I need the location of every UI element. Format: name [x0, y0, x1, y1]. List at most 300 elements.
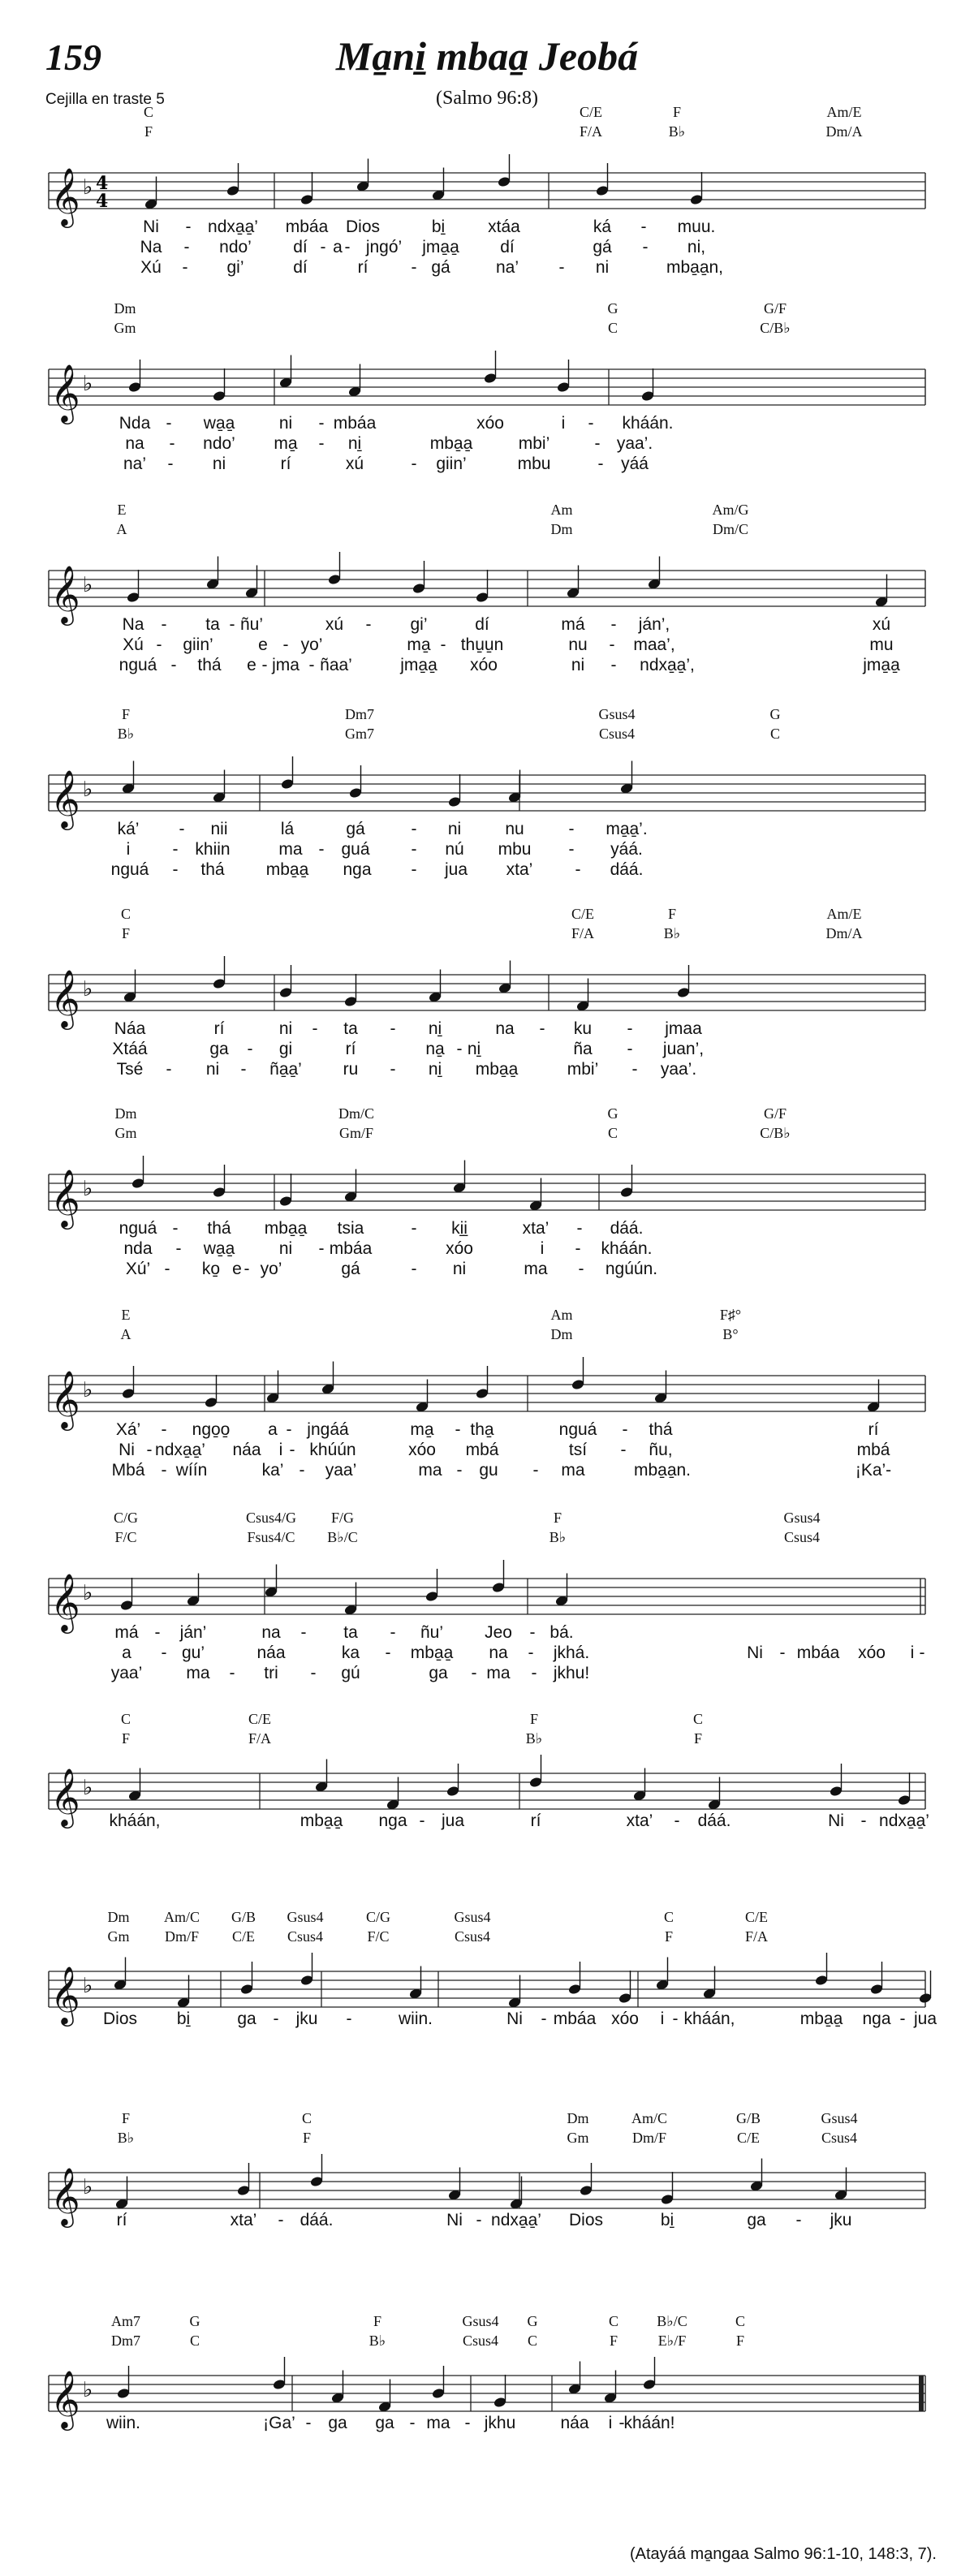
syllable-hyphen: - — [610, 615, 617, 634]
chord-symbol: Am/G — [712, 502, 749, 518]
capo-chord-symbol: F — [735, 2333, 745, 2349]
capo-chord-symbol: Csus4 — [783, 1529, 821, 1545]
syllable-hyphen: - — [169, 434, 175, 453]
lyric-syllable: thá — [207, 1219, 231, 1238]
flat-key-icon: ♭ — [83, 2378, 93, 2402]
lyric-syllable: Dios — [345, 218, 381, 236]
lyric-syllable: ta — [205, 615, 220, 634]
syllable-hyphen: - — [609, 635, 615, 654]
lyric-syllable: ni — [278, 1019, 293, 1038]
capo-chord-symbol: C — [189, 2333, 200, 2349]
lyric-syllable: ká’ — [117, 820, 140, 838]
chord-symbol: Dm — [567, 2110, 589, 2126]
capo-chord-symbol: B♭/C — [327, 1529, 358, 1545]
chord-symbol: F — [672, 104, 682, 120]
lyric-syllable: giin’ — [183, 635, 213, 654]
syllable-hyphen: - — [578, 1260, 584, 1278]
music-system — [0, 104, 974, 299]
capo-chord-symbol: F — [693, 1730, 703, 1747]
lyric-syllable: bi̱ — [660, 2211, 674, 2229]
lyric-syllable: ñaa’ — [320, 656, 352, 674]
capo-chord-symbol: F — [664, 1928, 674, 1945]
syllable-hyphen: - — [627, 1019, 633, 1038]
chord-symbol: C — [120, 906, 131, 922]
syllable-hyphen: - — [627, 1040, 633, 1058]
chord-symbol: E — [121, 1307, 131, 1323]
lyric-syllable: yaa’ — [110, 1664, 143, 1682]
lyric-syllable: xú — [325, 615, 344, 634]
capo-chord-symbol: F — [144, 123, 153, 140]
syllable-hyphen: - — [597, 454, 604, 473]
syllable-hyphen: - — [576, 1219, 583, 1238]
syllable-hyphen: - — [320, 238, 326, 256]
syllable-hyphen: - — [154, 1623, 161, 1642]
lyric-syllable: ni — [205, 1060, 220, 1079]
lyric-syllable: ni — [212, 454, 226, 473]
syllable-hyphen: - — [365, 615, 372, 634]
lyric-syllable: mbi’ — [518, 434, 550, 453]
capo-chord-symbol: Gm7 — [345, 726, 374, 742]
capo-chord-symbol: B♭ — [117, 726, 135, 742]
lyric-syllable: a — [268, 1420, 278, 1439]
syllable-hyphen: - — [575, 860, 581, 879]
chord-symbol: Gsus4 — [462, 2313, 499, 2329]
lyric-syllable: ma — [278, 840, 303, 859]
lyric-syllable: nu — [568, 635, 588, 654]
lyric-syllable: rí — [116, 2211, 127, 2229]
syllable-hyphen: - — [299, 1461, 305, 1480]
lyric-syllable: Nda — [119, 414, 151, 433]
music-system — [0, 2313, 974, 2508]
lyric-syllable: tha̱ — [470, 1420, 494, 1439]
syllable-hyphen: - — [286, 1420, 292, 1439]
lyric-syllable: jma̱a̱ — [422, 238, 459, 256]
lyric-syllable: na’ — [495, 258, 519, 277]
lyric-syllable: ni̱ — [467, 1040, 481, 1058]
lyric-syllable: muu. — [677, 218, 716, 236]
syllable-hyphen: - — [411, 454, 417, 473]
lyric-syllable: ndxa̱a̱’ — [491, 2211, 541, 2229]
syllable-hyphen: - — [318, 840, 325, 859]
chord-symbol: Am — [550, 1307, 573, 1323]
chord-symbol: G — [189, 2313, 200, 2329]
lyric-syllable: ¡Ga’ — [263, 2414, 295, 2432]
lyric-syllable: wa̱a̱ — [203, 414, 235, 433]
lyric-syllable: ga — [747, 2211, 766, 2229]
syllable-hyphen: - — [305, 2414, 312, 2432]
lyric-syllable: mba̱a̱n. — [633, 1461, 692, 1480]
chord-symbol: C — [608, 2313, 619, 2329]
syllable-hyphen: - — [318, 1239, 325, 1258]
syllable-hyphen: - — [390, 1019, 396, 1038]
lyric-syllable: jku — [295, 2010, 318, 2028]
lyric-syllable: jngó’ — [365, 238, 403, 256]
chord-symbol: B♭/C — [657, 2313, 687, 2329]
lyric-syllable: jngáá — [307, 1420, 349, 1439]
syllable-hyphen: - — [344, 238, 351, 256]
lyric-syllable: gi’ — [226, 258, 244, 277]
syllable-hyphen: - — [539, 1019, 545, 1038]
lyric-syllable: mba̱a̱ — [410, 1643, 454, 1662]
lyric-syllable: ni — [571, 656, 585, 674]
lyric-syllable: Mbá — [111, 1461, 145, 1480]
chord-symbol: C/G — [365, 1909, 391, 1925]
lyric-syllable: maa’, — [633, 635, 675, 654]
chord-symbol: Gsus4 — [598, 706, 636, 722]
syllable-hyphen: - — [161, 1461, 167, 1480]
syllable-hyphen: - — [532, 1461, 539, 1480]
lyric-syllable: ni — [278, 414, 293, 433]
lyric-syllable: Ni — [506, 2010, 523, 2028]
flat-key-icon: ♭ — [83, 977, 93, 1002]
lyric-syllable: e — [247, 656, 256, 674]
syllable-hyphen: - — [166, 414, 172, 433]
chord-symbol: G/F — [763, 1105, 787, 1122]
chord-symbol: F/G — [330, 1510, 355, 1526]
capo-chord-symbol: C/E — [736, 2130, 761, 2146]
lyric-syllable: ma̱ — [410, 1420, 434, 1439]
syllable-hyphen: - — [631, 1060, 638, 1079]
syllable-hyphen: - — [146, 1441, 153, 1459]
syllable-hyphen: - — [594, 434, 601, 453]
flat-key-icon: ♭ — [83, 1177, 93, 1201]
lyric-syllable: gá — [431, 258, 450, 277]
lyric-syllable: bi̱ — [431, 218, 446, 236]
song-title: Ma̱ni̱ mbaa̱ Jeobá — [335, 33, 639, 79]
staff — [0, 1745, 974, 1859]
chord-symbol: Gsus4 — [821, 2110, 858, 2126]
syllable-hyphen: - — [310, 1664, 317, 1682]
lyric-syllable: yo’ — [300, 635, 323, 654]
lyric-syllable: ma — [418, 1461, 442, 1480]
lyric-syllable: xta’ — [626, 1811, 653, 1830]
lyric-syllable: ká — [593, 218, 612, 236]
lyric-syllable: mba̱a̱ — [799, 2010, 843, 2028]
lyric-syllable: ngúún. — [605, 1260, 658, 1278]
song-subtitle: (Salmo 96:8) — [436, 88, 538, 109]
capo-chord-symbol: Gm/F — [338, 1125, 374, 1141]
chord-symbol: C — [301, 2110, 312, 2126]
lyric-syllable: na’ — [123, 454, 147, 473]
lyric-syllable: yo’ — [260, 1260, 282, 1278]
chord-symbol: G — [607, 300, 618, 317]
music-system — [0, 1307, 974, 1501]
treble-clef-icon: 𝄞 — [50, 564, 80, 623]
syllable-hyphen: - — [179, 820, 185, 838]
lyric-syllable: ko̱ — [201, 1260, 221, 1278]
syllable-hyphen: - — [244, 1260, 250, 1278]
lyric-syllable: dí — [293, 238, 308, 256]
capo-chord-symbol: F/C — [367, 1928, 390, 1945]
syllable-hyphen: - — [164, 1260, 170, 1278]
capo-chord-symbol: Dm — [550, 1326, 573, 1342]
syllable-hyphen: - — [471, 1664, 477, 1682]
lyric-syllable: mbáa — [333, 414, 377, 433]
lyric-syllable: jua — [444, 860, 468, 879]
syllable-hyphen: - — [175, 1239, 182, 1258]
syllable-hyphen: - — [411, 1219, 417, 1238]
lyric-syllable: mbá — [856, 1441, 890, 1459]
capo-chord-symbol: Fsus4/C — [247, 1529, 295, 1545]
music-system — [0, 300, 974, 495]
lyric-syllable: xú — [872, 615, 891, 634]
lyric-syllable: i — [278, 1441, 283, 1459]
capo-chord-symbol: C/B♭ — [760, 1125, 791, 1141]
lyric-syllable: Dios — [568, 2211, 604, 2229]
lyric-syllable: guá — [341, 840, 370, 859]
lyric-syllable: e — [232, 1260, 242, 1278]
lyric-syllable: náa — [256, 1643, 286, 1662]
flat-key-icon: ♭ — [83, 2175, 93, 2199]
lyric-syllable: nii — [210, 820, 228, 838]
chord-symbol: F — [373, 2313, 382, 2329]
lyric-syllable: gú — [341, 1664, 360, 1682]
capo-chord-symbol: Dm/A — [825, 123, 863, 140]
capo-chord-symbol: Dm/C — [712, 521, 749, 537]
lyric-syllable: mbáa — [796, 1643, 840, 1662]
lyric-syllable: Ni — [828, 1811, 844, 1830]
chord-symbol: Am/E — [826, 906, 862, 922]
lyric-syllable: mbáa — [553, 2010, 597, 2028]
lyric-syllable: ga — [237, 2010, 256, 2028]
syllable-hyphen: - — [308, 656, 315, 674]
capo-chord-symbol: F/A — [744, 1928, 769, 1945]
lyric-syllable: ndxa̱a̱’ — [879, 1811, 929, 1830]
syllable-hyphen: - — [278, 2211, 284, 2229]
staff — [0, 2347, 974, 2461]
lyric-syllable: mba̱a̱ — [265, 860, 309, 879]
capo-chord-symbol: Csus4 — [598, 726, 636, 742]
syllable-hyphen: - — [182, 258, 188, 277]
capo-chord-symbol: Csus4 — [462, 2333, 499, 2349]
lyric-syllable: jma̱a̱ — [863, 656, 900, 674]
flat-key-icon: ♭ — [83, 1776, 93, 1800]
lyric-syllable: lá — [280, 820, 295, 838]
chord-symbol: F♯° — [719, 1307, 742, 1323]
lyric-syllable: bi̱ — [176, 2010, 191, 2028]
capo-chord-symbol: C/B♭ — [760, 320, 791, 336]
lyric-syllable: nga — [378, 1811, 407, 1830]
lyric-syllable: jua — [441, 1811, 465, 1830]
lyric-syllable: jkhu! — [553, 1664, 590, 1682]
syllable-hyphen: - — [620, 1441, 627, 1459]
lyric-syllable: ngo̱o̱ — [192, 1420, 231, 1439]
lyric-syllable: mba̱a̱ — [475, 1060, 519, 1079]
capo-chord-symbol: C — [607, 320, 618, 336]
flat-key-icon: ♭ — [83, 372, 93, 396]
lyric-syllable: dáá. — [610, 860, 644, 879]
lyric-syllable: kháán, — [109, 1811, 161, 1830]
chord-symbol: C — [120, 1711, 131, 1727]
lyric-syllable: Xá’ — [115, 1420, 141, 1439]
syllable-hyphen: - — [622, 1420, 628, 1439]
capo-chord-symbol: F — [121, 925, 131, 941]
lyric-syllable: mbáa — [329, 1239, 373, 1258]
capo-chord-symbol: B♭ — [368, 2333, 386, 2349]
time-signature-top: 4 — [96, 173, 109, 194]
syllable-hyphen: - — [183, 238, 190, 256]
lyric-syllable: e — [258, 635, 268, 654]
lyric-syllable: khiin — [195, 840, 231, 859]
lyric-syllable: yaa’. — [616, 434, 653, 453]
capo-chord-symbol: B♭ — [549, 1529, 567, 1545]
lyric-syllable: ña — [573, 1040, 593, 1058]
lyric-syllable: ñu, — [649, 1441, 673, 1459]
lyric-syllable: xta’ — [230, 2211, 257, 2229]
lyric-syllable: mba̱a̱n, — [666, 258, 724, 277]
lyric-syllable: tsí — [568, 1441, 588, 1459]
lyric-syllable: ¡Ka’- — [855, 1461, 892, 1480]
lyric-syllable: gi’ — [410, 615, 428, 634]
lyric-syllable: Ni — [446, 2211, 463, 2229]
chord-symbol: Dm — [107, 1909, 130, 1925]
chord-symbol: Am/C — [631, 2110, 668, 2126]
music-system — [0, 2110, 974, 2305]
chord-symbol: F — [121, 2110, 131, 2126]
syllable-hyphen: - — [528, 1643, 534, 1662]
syllable-hyphen: - — [899, 2010, 906, 2028]
capo-chord-symbol: F/A — [571, 925, 595, 941]
lyric-syllable: jkhá. — [553, 1643, 590, 1662]
syllable-hyphen: - — [385, 1643, 391, 1662]
syllable-hyphen: - — [411, 258, 417, 277]
capo-chord-symbol: F/C — [114, 1529, 137, 1545]
syllable-hyphen: - — [476, 2211, 482, 2229]
lyric-syllable: ga — [429, 1664, 448, 1682]
lyric-syllable: rí — [530, 1811, 541, 1830]
lyric-syllable: yáá. — [610, 840, 643, 859]
syllable-hyphen: - — [156, 635, 162, 654]
syllable-hyphen: - — [172, 860, 179, 879]
capo-chord-symbol: Gm — [114, 1125, 137, 1141]
lyric-syllable: a — [333, 238, 343, 256]
lyric-syllable: ndxa̱a̱’ — [155, 1441, 205, 1459]
syllable-hyphen: - — [261, 656, 268, 674]
lyric-syllable: giin’ — [436, 454, 467, 473]
lyric-syllable: nguá — [110, 860, 149, 879]
capo-chord-symbol: F — [609, 2333, 618, 2349]
capo-note: Cejilla en traste 5 — [45, 91, 165, 108]
lyric-syllable: rí — [213, 1019, 225, 1038]
lyric-syllable: Ni — [143, 218, 159, 236]
syllable-hyphen: - — [273, 2010, 279, 2028]
chord-symbol: Dm7 — [345, 706, 374, 722]
syllable-hyphen: - — [919, 1643, 925, 1662]
lyric-syllable: Xú’ — [125, 1260, 151, 1278]
music-system — [0, 1510, 974, 1704]
lyric-syllable: yaa’ — [325, 1461, 357, 1480]
lyric-syllable: dáá. — [697, 1811, 731, 1830]
chord-symbol: C/G — [113, 1510, 139, 1526]
lyric-syllable: kháán! — [623, 2414, 675, 2432]
treble-clef-icon: 𝄞 — [50, 2166, 80, 2225]
lyric-syllable: Ni — [747, 1643, 763, 1662]
capo-chord-symbol: F — [302, 2130, 312, 2146]
treble-clef-icon: 𝄞 — [50, 166, 80, 226]
capo-chord-symbol: Csus4 — [821, 2130, 858, 2146]
lyric-syllable: mba̱a̱ — [264, 1219, 308, 1238]
syllable-hyphen: - — [455, 1420, 461, 1439]
chord-symbol: C — [143, 104, 154, 120]
lyric-syllable: ni — [278, 1239, 293, 1258]
syllable-hyphen: - — [588, 414, 594, 433]
capo-chord-symbol: Gm — [107, 1928, 130, 1945]
flat-key-icon: ♭ — [83, 1378, 93, 1402]
lyric-syllable: a — [122, 1643, 131, 1662]
lyric-syllable: khúún — [309, 1441, 356, 1459]
capo-chord-symbol: B♭ — [117, 2130, 135, 2146]
lyric-syllable: jku — [830, 2211, 852, 2229]
syllable-hyphen: - — [464, 2414, 471, 2432]
syllable-hyphen: - — [411, 820, 417, 838]
music-system — [0, 1711, 974, 1906]
lyric-syllable: ni — [595, 258, 610, 277]
chord-symbol: C/E — [744, 1909, 769, 1925]
syllable-hyphen: - — [456, 1461, 463, 1480]
chord-symbol: C/E — [248, 1711, 272, 1727]
syllable-hyphen: - — [568, 840, 575, 859]
lyric-syllable: ka — [341, 1643, 360, 1662]
lyric-syllable: gá — [346, 820, 365, 838]
lyric-syllable: Xú — [140, 258, 162, 277]
lyric-syllable: Ni — [119, 1441, 135, 1459]
syllable-hyphen: - — [860, 1811, 867, 1830]
lyric-syllable: Náa — [114, 1019, 146, 1038]
flat-key-icon: ♭ — [83, 573, 93, 597]
chord-symbol: G — [769, 706, 781, 722]
treble-clef-icon: 𝄞 — [50, 1767, 80, 1826]
music-system — [0, 706, 974, 901]
capo-chord-symbol: C — [769, 726, 781, 742]
lyric-syllable: yáá — [621, 454, 649, 473]
syllable-hyphen: - — [282, 635, 289, 654]
capo-chord-symbol: E♭/F — [657, 2333, 687, 2349]
lyric-syllable: thá — [197, 656, 222, 674]
syllable-hyphen: - — [531, 1664, 537, 1682]
chord-symbol: Gsus4 — [287, 1909, 324, 1925]
syllable-hyphen: - — [289, 1441, 295, 1459]
lyric-syllable: na̱ — [425, 1040, 445, 1058]
lyric-syllable: thá — [649, 1420, 673, 1439]
staff — [0, 341, 974, 454]
lyric-syllable: xtáa — [488, 218, 520, 236]
lyric-syllable: ni̱ — [347, 434, 362, 453]
capo-chord-symbol: F/A — [579, 123, 603, 140]
lyric-syllable: ka’ — [261, 1461, 284, 1480]
capo-chord-symbol: C/E — [231, 1928, 256, 1945]
capo-chord-symbol: C — [527, 2333, 538, 2349]
capo-chord-symbol: A — [120, 1326, 131, 1342]
capo-chord-symbol: Dm/F — [631, 2130, 667, 2146]
syllable-hyphen: - — [318, 414, 325, 433]
syllable-hyphen: - — [161, 1420, 167, 1439]
lyric-syllable: ta — [343, 1623, 358, 1642]
lyric-syllable: Tsé — [116, 1060, 144, 1079]
syllable-hyphen: - — [161, 1643, 167, 1662]
flat-key-icon: ♭ — [83, 1581, 93, 1605]
syllable-hyphen: - — [558, 258, 565, 277]
syllable-hyphen: - — [166, 1060, 172, 1079]
syllable-hyphen: - — [672, 2010, 679, 2028]
syllable-hyphen: - — [229, 1664, 235, 1682]
chord-symbol: Dm — [114, 300, 136, 317]
lyric-syllable: Na — [140, 238, 162, 256]
syllable-hyphen: - — [618, 2414, 625, 2432]
lyric-syllable: xta’ — [522, 1219, 549, 1238]
lyric-syllable: ndo’ — [203, 434, 235, 453]
capo-chord-symbol: Dm — [550, 521, 573, 537]
lyric-syllable: dáá. — [610, 1219, 644, 1238]
